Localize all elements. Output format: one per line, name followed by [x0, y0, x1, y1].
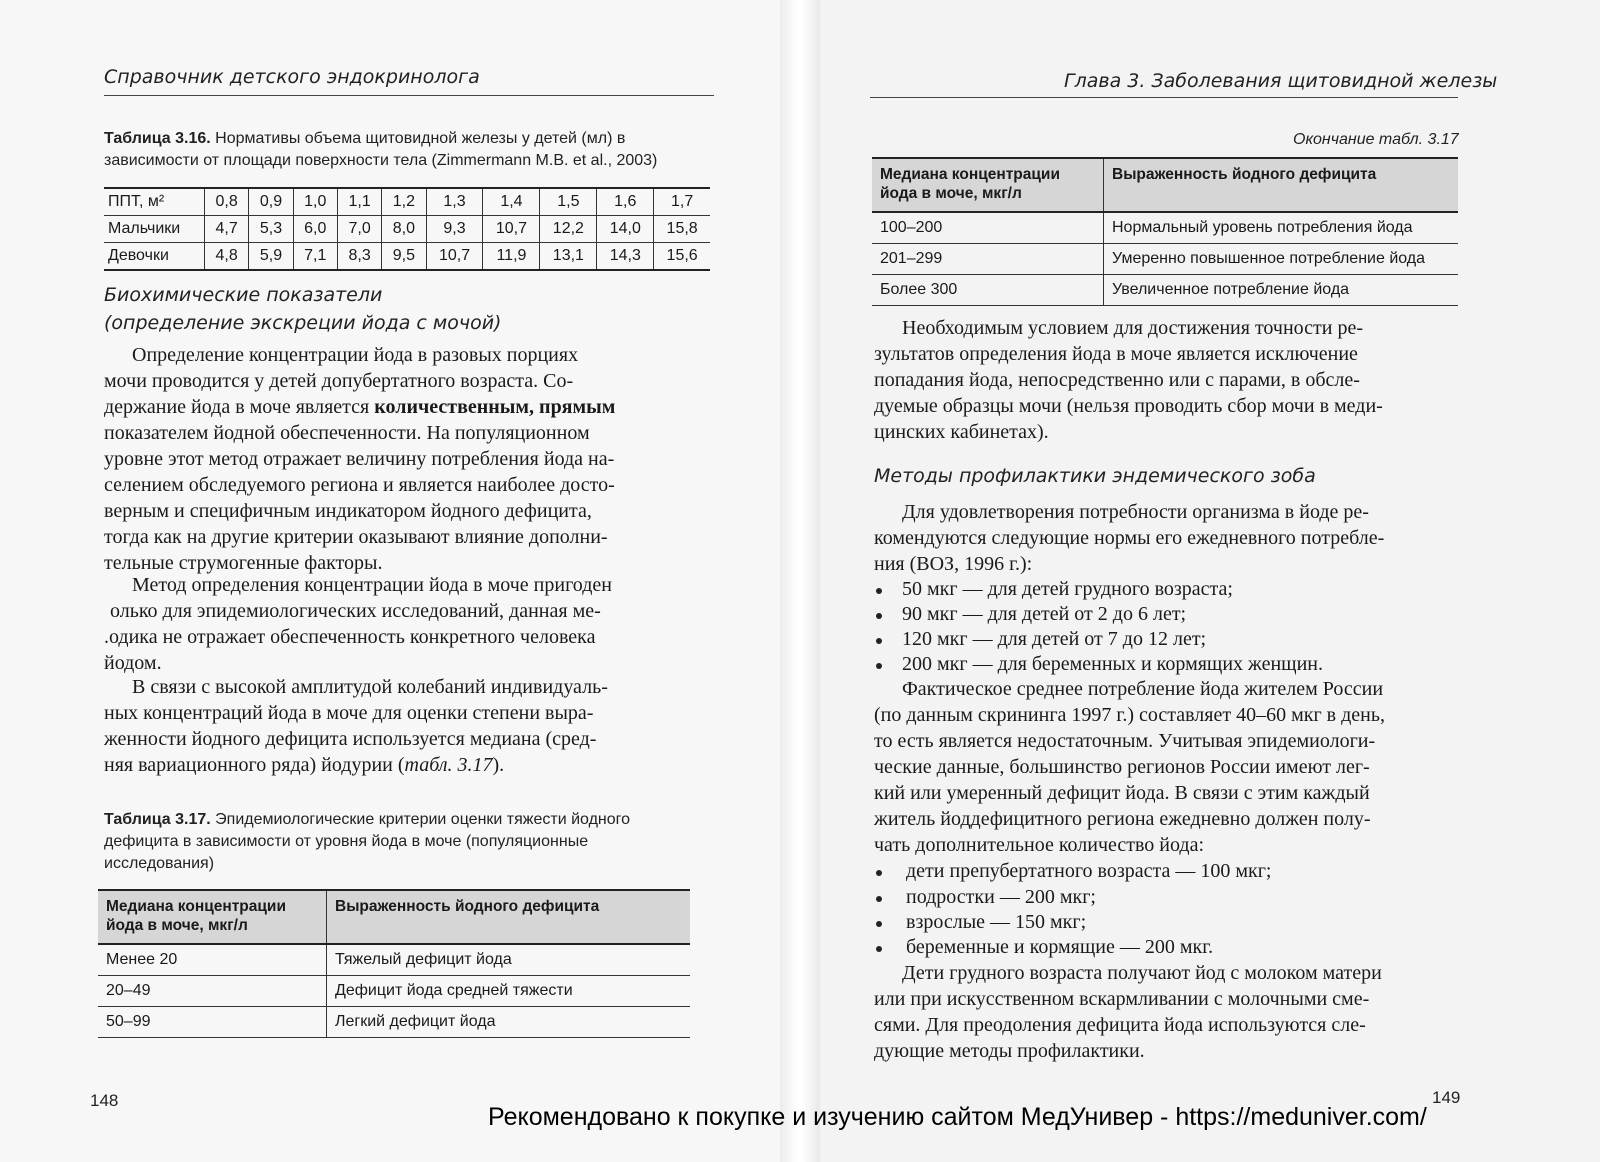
list-item: 50 мкг — для детей грудного возраста; — [902, 578, 1233, 600]
text-line: дуемые образцы мочи (нельзя проводить сбор мочи в меди- — [874, 395, 1383, 417]
list-item: взрослые — 150 мкг; — [906, 911, 1087, 933]
table-317-continued — [872, 157, 1458, 306]
table-row — [98, 976, 690, 1007]
bullet-icon — [876, 946, 882, 952]
table-cell: 13,1 — [540, 243, 597, 271]
subheading-line: Биохимические показатели — [104, 284, 383, 306]
table-continuation-note: Окончание табл. 3.17 — [1293, 131, 1459, 148]
text-line: (по данным скрининга 1997 г.) составляет 40–60 мкг в день, — [874, 704, 1385, 726]
subheading-line: (определение экскреции йода с мочой) — [104, 312, 502, 334]
bullet-icon — [876, 588, 882, 594]
text-line: тельные струмогенные факторы. — [104, 552, 383, 574]
table-cell: 6,0 — [293, 216, 337, 243]
table-cell: 4,7 — [205, 216, 249, 243]
table-cell-range: 20–49 — [98, 976, 327, 1007]
table-cell-range: 100–200 — [872, 212, 1104, 244]
text-line: В связи с высокой амплитудой колебаний индивидуаль- — [132, 676, 608, 698]
table-cell-range: 50–99 — [98, 1007, 327, 1038]
table-cell: 1,1 — [337, 188, 381, 216]
page-number-right: 149 — [1432, 1088, 1461, 1107]
table-header-row — [872, 158, 1458, 212]
text-line: ческие данные, большинство регионов России имеют лег- — [874, 756, 1370, 778]
table-317 — [98, 889, 690, 1038]
text-line: уровне этот метод отражает величину потребления йода на- — [104, 448, 615, 470]
header-rule-right — [870, 97, 1458, 98]
table-cell: 8,0 — [382, 216, 426, 243]
table-316-caption-text-2: зависимости от площади поверхности тела (Zimmermann M.B. et al., 2003) — [104, 152, 658, 169]
table-row-label: Мальчики — [104, 216, 205, 243]
table-cell: 15,6 — [654, 243, 710, 271]
table-header-severity: Выраженность йодного дефицита — [327, 890, 691, 944]
book-gutter — [780, 0, 820, 1162]
text-line: Дети грудного возраста получают йод с молоком матери — [902, 962, 1382, 984]
table-cell: 7,1 — [293, 243, 337, 271]
text-line: йодом. — [104, 652, 162, 674]
list-item: 200 мкг — для беременных и кормящих женщин. — [902, 653, 1323, 675]
page-number-left: 148 — [90, 1091, 119, 1110]
table-row — [98, 944, 690, 976]
table-row — [98, 1007, 690, 1038]
table-header-severity: Выраженность йодного дефицита — [1104, 158, 1459, 212]
table-row — [104, 243, 710, 271]
table-row — [872, 212, 1458, 244]
table-cell: 1,0 — [293, 188, 337, 216]
table-header-concentration: Медиана концентрации йода в моче, мкг/л — [98, 890, 327, 944]
table-317-caption-text-3: исследования) — [104, 855, 215, 872]
bullet-icon — [876, 921, 882, 927]
text-line: дующие методы профилактики. — [874, 1040, 1145, 1062]
table-cell: 11,9 — [483, 243, 540, 271]
table-316 — [104, 187, 710, 271]
table-cell-severity: Умеренно повышенное потребление йода — [1104, 244, 1459, 275]
text-line: Определение концентрации йода в разовых порциях — [132, 344, 579, 366]
list-item: 90 мкг — для детей от 2 до 6 лет; — [902, 603, 1187, 625]
table-cell: 7,0 — [337, 216, 381, 243]
bullet-icon — [876, 896, 882, 902]
text-line: Для удовлетворения потребности организма в йоде ре- — [902, 501, 1369, 523]
text-line: верным и специфичным индикатором йодного дефицита, — [104, 500, 592, 522]
text-line: зультатов определения йода в моче является исключение — [874, 343, 1358, 365]
table-317-caption-text-1: Эпидемиологические критерии оценки тяжести йодного — [210, 811, 631, 828]
table-cell-severity: Тяжелый дефицит йода — [327, 944, 691, 976]
bullet-icon — [876, 870, 882, 876]
table-cell: 1,5 — [540, 188, 597, 216]
text-line: .одика не отражает обеспеченность конкретного человека — [104, 626, 596, 648]
text-line: олько для эпидемиологических исследований, данная ме- — [110, 600, 601, 622]
text-line: женности йодного дефицита используется медиана (сред- — [104, 728, 597, 750]
text-line: ния (ВОЗ, 1996 г.): — [874, 553, 1033, 575]
table-cell-range: 201–299 — [872, 244, 1104, 275]
table-316-caption-text-1: Нормативы объема щитовидной железы у детей (мл) в — [210, 130, 626, 147]
text-line: комендуются следующие нормы его ежедневного потребле- — [874, 527, 1385, 549]
table-cell-severity: Увеличенное потребление йода — [1104, 275, 1459, 306]
table-cell: 4,8 — [205, 243, 249, 271]
table-cell: 5,9 — [249, 243, 293, 271]
table-cell: 0,8 — [205, 188, 249, 216]
bold-emphasis: количественным, прямым — [374, 396, 616, 418]
table-cell: 15,8 — [654, 216, 710, 243]
table-317-caption-text-2: дефицита в зависимости от уровня йода в моче (популяционные — [104, 833, 589, 850]
text-line: или при искусственном вскармливании с молочными сме- — [874, 988, 1370, 1010]
text-line: Необходимым условием для достижения точности ре- — [902, 317, 1364, 339]
text-line: житель йоддефицитного региона ежедневно должен полу- — [874, 808, 1371, 830]
running-head-right: Глава 3. Заболевания щитовидной железы — [1064, 70, 1498, 92]
text-line: тогда как на другие критерии оказывают влияние дополни- — [104, 526, 608, 548]
text-line: держание йода в моче является количественным, прямым — [104, 396, 616, 418]
table-cell: 1,3 — [426, 188, 483, 216]
table-cell: 12,2 — [540, 216, 597, 243]
watermark-banner: Рекомендовано к покупке и изучению сайтом МедУнивер - https://meduniver.com/ — [488, 1103, 1427, 1131]
list-item: подростки — 200 мкг; — [906, 886, 1096, 908]
text-line: селением обследуемого региона и является наиболее досто- — [104, 474, 615, 496]
table-row — [872, 244, 1458, 275]
header-rule-left — [104, 95, 714, 96]
table-cell-range: Более 300 — [872, 275, 1104, 306]
table-header-concentration: Медиана концентрации йода в моче, мкг/л — [872, 158, 1104, 212]
text-line: цинских кабинетах). — [874, 421, 1049, 443]
table-row — [872, 275, 1458, 306]
text-line: сями. Для преодоления дефицита йода используются сле- — [874, 1014, 1366, 1036]
table-317-caption-label: Таблица 3.17. — [104, 811, 211, 828]
bullet-icon — [876, 638, 882, 644]
table-cell: 10,7 — [426, 243, 483, 271]
list-item: 120 мкг — для детей от 7 до 12 лет; — [902, 628, 1207, 650]
table-cell-severity: Нормальный уровень потребления йода — [1104, 212, 1459, 244]
table-cell: 1,2 — [382, 188, 426, 216]
table-cell-severity: Дефицит йода средней тяжести — [327, 976, 691, 1007]
table-cell: 9,3 — [426, 216, 483, 243]
table-316-caption-label: Таблица 3.16. — [104, 130, 211, 147]
text-line: ных концентраций йода в моче для оценки степени выра- — [104, 702, 594, 724]
table-317-caption — [104, 809, 724, 875]
table-row — [104, 216, 710, 243]
table-reference: табл. 3.17 — [404, 754, 493, 776]
table-cell: 9,5 — [382, 243, 426, 271]
list-item: беременные и кормящие — 200 мкг. — [906, 936, 1214, 958]
running-head-left: Справочник детского эндокринолога — [104, 66, 480, 88]
table-row-label: Девочки — [104, 243, 205, 271]
table-cell: 10,7 — [483, 216, 540, 243]
table-cell-severity: Легкий дефицит йода — [327, 1007, 691, 1038]
table-row-label: ППТ, м² — [104, 188, 205, 216]
subheading-prevention: Методы профилактики эндемического зоба — [874, 465, 1316, 487]
text-line: мочи проводится у детей допубертатного возраста. Со- — [104, 370, 574, 392]
table-316-caption — [104, 128, 724, 172]
subheading-biochemical — [104, 281, 501, 337]
text-line: попадания йода, непосредственно или с парами, в обсле- — [874, 369, 1360, 391]
text-line: кий или умеренный дефицит йода. В связи с этим каждый — [874, 782, 1370, 804]
text-line: показателем йодной обеспеченности. На популяционном — [104, 422, 590, 444]
table-cell: 5,3 — [249, 216, 293, 243]
table-cell: 1,4 — [483, 188, 540, 216]
table-cell: 14,0 — [597, 216, 654, 243]
table-cell: 1,7 — [654, 188, 710, 216]
bullet-icon — [876, 613, 882, 619]
list-item: дети препубертатного возраста — 100 мкг; — [906, 860, 1272, 882]
table-cell: 14,3 — [597, 243, 654, 271]
bullet-icon — [876, 663, 882, 669]
text-line: Фактическое среднее потребление йода жителем России — [902, 678, 1384, 700]
text-line: Метод определения концентрации йода в моче пригоден — [132, 574, 612, 596]
table-header-row — [98, 890, 690, 944]
table-cell: 0,9 — [249, 188, 293, 216]
table-cell: 8,3 — [337, 243, 381, 271]
text-line: няя вариационного ряда) йодурии (табл. 3.17). — [104, 754, 505, 776]
text-line: чать дополнительное количество йода: — [874, 834, 1205, 856]
table-cell-range: Менее 20 — [98, 944, 327, 976]
table-cell: 1,6 — [597, 188, 654, 216]
text-line: то есть является недостаточным. Учитывая эпидемиологи- — [874, 730, 1376, 752]
table-row — [104, 188, 710, 216]
